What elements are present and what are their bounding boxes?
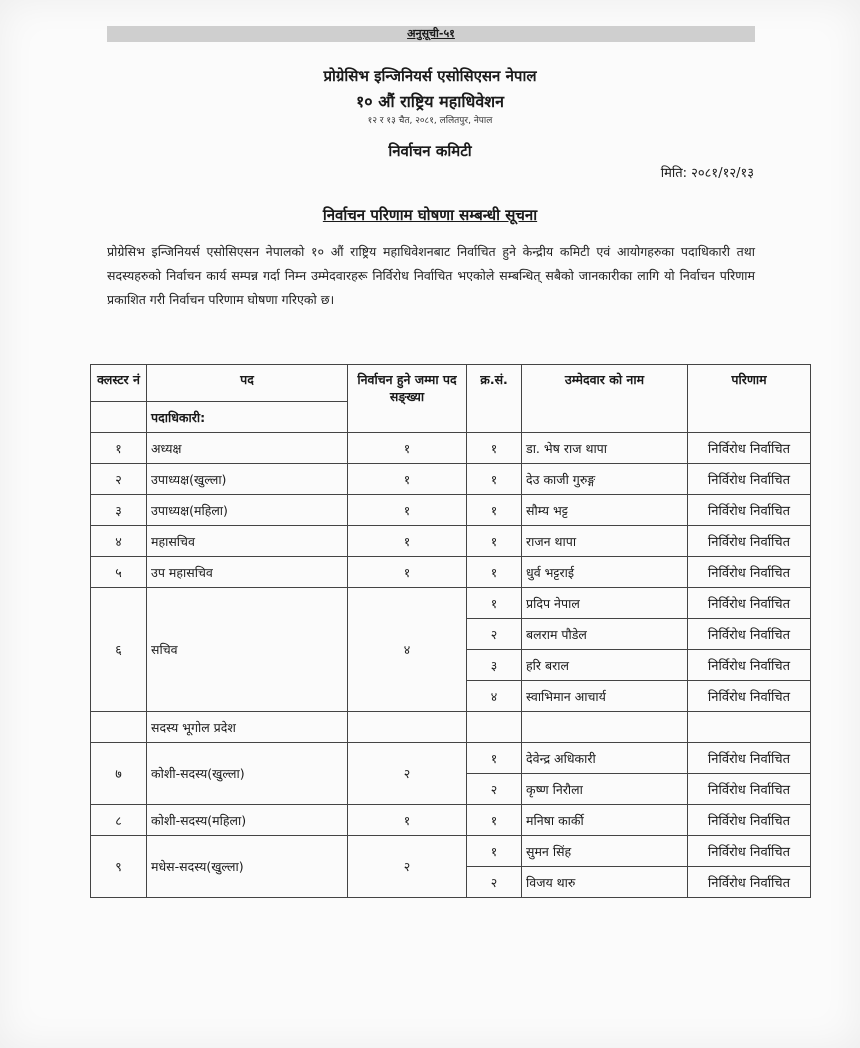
post-name: उप महासचिव [147,557,348,588]
candidate-sn: १ [467,526,522,557]
cluster-number: ६ [91,588,147,712]
post-name: अध्यक्ष [147,433,348,464]
candidate-sn: ३ [467,650,522,681]
candidate-name: धुर्व भट्टराई [522,557,688,588]
post-name: मधेस-सदस्य(खुल्ला) [147,836,348,898]
post-total: १ [348,526,467,557]
result-status: निर्विरोध निर्वाचित [688,681,811,712]
result-status: निर्विरोध निर्वाचित [688,650,811,681]
result-status: निर्विरोध निर्वाचित [688,805,811,836]
table-row [91,836,811,867]
header-candidate: उम्मेदवार को नाम [522,365,688,433]
candidate-name: बलराम पौडेल [522,619,688,650]
cluster-number: ३ [91,495,147,526]
result-status: निर्विरोध निर्वाचित [688,495,811,526]
section-blank-cell [91,712,147,743]
notice-date: मिति: २०८१/१२/१३ [660,166,754,181]
results-body [91,433,811,898]
cluster-number: ५ [91,557,147,588]
result-status: निर्विरोध निर्वाचित [688,526,811,557]
candidate-name: हरि बराल [522,650,688,681]
candidate-sn: १ [467,805,522,836]
result-status: निर्विरोध निर्वाचित [688,619,811,650]
result-status: निर्विरोध निर्वाचित [688,774,811,805]
candidate-name: सुमन सिंह [522,836,688,867]
post-total: १ [348,464,467,495]
section-blank-cell [688,712,811,743]
section-row-members [91,712,811,743]
candidate-name: विजय थारु [522,867,688,898]
header-sn: क्र.सं. [467,365,522,433]
table-row [91,557,811,588]
post-total: ४ [348,588,467,712]
section-blank-cell [522,712,688,743]
result-status: निर्विरोध निर्वाचित [688,836,811,867]
cluster-number: २ [91,464,147,495]
post-total: १ [348,557,467,588]
annex-header: अनुसूची-५१ [107,26,755,42]
results-table [90,364,811,898]
result-status: निर्विरोध निर्वाचित [688,743,811,774]
notice-subject: निर्वाचन परिणाम घोषणा सम्बन्धी सूचना [322,206,538,224]
candidate-sn: १ [467,495,522,526]
post-total: २ [348,836,467,898]
candidate-sn: २ [467,774,522,805]
convention-title: १० औं राष्ट्रिय महाधिवेशन [355,92,504,111]
venue-date: १२ र १३ चैत, २०८१, ललितपुर, नेपाल [367,116,493,126]
header-total: निर्वाचन हुने जम्मा पद सङ्ख्या [348,365,467,433]
table-row [91,464,811,495]
post-total: २ [348,743,467,805]
post-name: उपाध्यक्ष(महिला) [147,495,348,526]
candidate-sn: १ [467,836,522,867]
section-members-label: सदस्य भूगोल प्रदेश [147,712,348,743]
post-name: सचिव [147,588,348,712]
candidate-sn: १ [467,433,522,464]
organization-name: प्रोग्रेसिभ इन्जिनियर्स एसोसिएसन नेपाल [323,67,537,85]
header-result: परिणाम [688,365,811,433]
result-status: निर्विरोध निर्वाचित [688,867,811,898]
candidate-sn: १ [467,588,522,619]
post-total: १ [348,805,467,836]
candidate-sn: २ [467,867,522,898]
candidate-sn: ४ [467,681,522,712]
candidate-name: राजन थापा [522,526,688,557]
candidate-name: सौम्य भट्ट [522,495,688,526]
header-blank [91,402,147,433]
post-name: कोशी-सदस्य(खुल्ला) [147,743,348,805]
post-name: महासचिव [147,526,348,557]
post-name: उपाध्यक्ष(खुल्ला) [147,464,348,495]
table-row [91,805,811,836]
section-blank-cell [467,712,522,743]
candidate-name: देवेन्द्र अधिकारी [522,743,688,774]
table-row [91,433,811,464]
cluster-number: ४ [91,526,147,557]
candidate-name: स्वाभिमान आचार्य [522,681,688,712]
cluster-number: ८ [91,805,147,836]
table-row [91,495,811,526]
header-cluster: क्लस्टर नं [91,365,147,402]
post-total: १ [348,495,467,526]
result-status: निर्विरोध निर्वाचित [688,557,811,588]
candidate-name: प्रदिप नेपाल [522,588,688,619]
section-officials: पदाधिकारी: [147,402,348,433]
candidate-sn: १ [467,464,522,495]
candidate-name: मनिषा कार्की [522,805,688,836]
committee-name: निर्वाचन कमिटी [388,142,472,160]
candidate-name: कृष्ण निरौला [522,774,688,805]
candidate-sn: १ [467,743,522,774]
candidate-sn: १ [467,557,522,588]
candidate-sn: २ [467,619,522,650]
result-status: निर्विरोध निर्वाचित [688,588,811,619]
cluster-number: ९ [91,836,147,898]
post-name: कोशी-सदस्य(महिला) [147,805,348,836]
post-total: १ [348,433,467,464]
header-post: पद [147,365,348,402]
cluster-number: ७ [91,743,147,805]
candidate-name: डा. भेष राज थापा [522,433,688,464]
result-status: निर्विरोध निर्वाचित [688,464,811,495]
cluster-number: १ [91,433,147,464]
table-row [91,526,811,557]
table-row [91,743,811,774]
candidate-name: देउ काजी गुरुङ्ग [522,464,688,495]
result-status: निर्विरोध निर्वाचित [688,433,811,464]
table-row [91,588,811,619]
section-blank-cell [348,712,467,743]
notice-paragraph: प्रोग्रेसिभ इन्जिनियर्स एसोसिएसन नेपालको १० औं राष्ट्रिय महाधिवेशनबाट निर्वाचित हुने केन्द्रीय कमिटी एवं आयोगहरुका पदाधिकारी तथा सदस्यहरुको निर्वाचन कार्य सम्पन्न गर्दा निम्न उम्मेदवारहरू निर्विरोध निर्वाचित भएकोले सम्बन्धित् सबैको जानकारीका लागि यो निर्वाचन परिणाम प्रकाशित गरी निर्वाचन परिणाम घोषणा गरिएको छ। [107,244,755,307]
